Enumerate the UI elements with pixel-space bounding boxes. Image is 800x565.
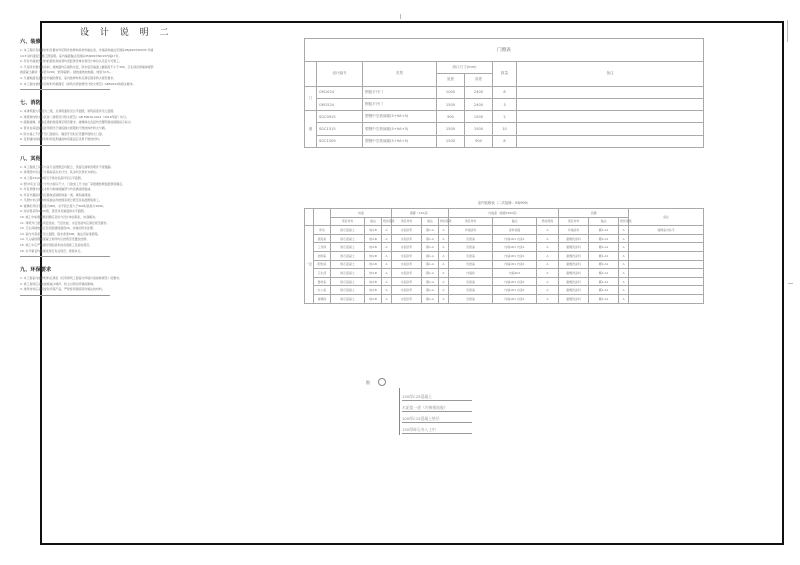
- finish-cell-cc: 棚1-A1: [589, 260, 619, 269]
- finish-cell-w: 乳胶漆: [449, 277, 493, 286]
- finish-cell-f: 细石混凝土: [331, 294, 365, 303]
- finish-cell-note: [629, 277, 704, 286]
- finish-cell-room: 办公室: [314, 286, 331, 295]
- finish-cell-cc: 棚1-A1: [589, 243, 619, 252]
- sub-header-code: 做法: [493, 217, 537, 226]
- layer-label: 150厚碎石夯入土中: [402, 427, 436, 432]
- section-heading: 七、消防: [20, 100, 41, 107]
- note-line: 3. 建筑材料应采用绿色环保产品，严禁使用国家明令淘汰的材料。: [20, 287, 105, 292]
- note-line: 4. 管井在每层楼板处用相当于楼板耐火极限的不燃烧体作防火分隔。: [20, 125, 108, 130]
- finish-cell-note: [629, 251, 704, 260]
- finish-cell-k: 水泥砂浆: [392, 226, 422, 235]
- note-line: 14. 凡入墙的钢筋混凝土构件均应按规范设置拉结筋。: [20, 237, 90, 242]
- code-cell: GM1024: [317, 86, 363, 98]
- width-cell: 900: [437, 111, 465, 123]
- section-divider: [20, 256, 110, 257]
- layer-underline: [402, 411, 472, 412]
- finish-cell-fc: 地4-B: [365, 260, 382, 269]
- finish-cell-cg: A: [619, 269, 629, 278]
- height-cell: 2400: [465, 86, 493, 98]
- note-line: 2. 建筑图中所注尺寸除标高以米计外，其余均以毫米为单位。: [20, 170, 99, 175]
- section-divider: [20, 145, 110, 146]
- note-line: 5. 防火墙上不得开设门窗洞口，确需开设时应设置甲级防火门窗。: [20, 131, 105, 136]
- section-heading: 九、环保要求: [20, 267, 52, 274]
- door-table-row: [305, 111, 704, 123]
- finish-cell-cg: A: [619, 286, 629, 295]
- note-line: 3. 凡有防水要求的房间，楼地面均应做防水层，防水层沿墙面上翻高度不小于300，卫生间四周墙体根部: [20, 64, 154, 69]
- header-code: 设计编号: [317, 62, 363, 87]
- door-table-row: [305, 98, 704, 110]
- detail-label: 散: [366, 380, 370, 385]
- note-cell: [517, 111, 704, 123]
- finish-cell-fc: 地4-B: [365, 277, 382, 286]
- finish-cell-cc: 棚1-A1: [589, 286, 619, 295]
- finish-cell-fg: A: [382, 277, 392, 286]
- finish-cell-note: [629, 286, 704, 295]
- sub-header-code: 做法: [422, 217, 439, 226]
- type-cell: 塑钢中空玻璃窗(5+9A+5): [363, 111, 437, 123]
- finish-cell-room: 卫生间: [314, 269, 331, 278]
- header-count: 数量: [493, 62, 517, 87]
- finish-cell-room: 库房: [314, 226, 331, 235]
- finish-cell-fg: A: [382, 260, 392, 269]
- door-window-table: [304, 38, 704, 148]
- finish-cell-kc: 踢1-A: [422, 260, 439, 269]
- finish-cell-kg: A: [439, 286, 449, 295]
- finish-row: [305, 251, 704, 260]
- finish-cell-wc: 内墙1D1 内涂1: [493, 234, 537, 243]
- finish-cell-kc: 踢1-A: [422, 286, 439, 295]
- height-cell: 1500: [465, 111, 493, 123]
- finish-cell-kg: A: [439, 226, 449, 235]
- finish-cell-cg: A: [619, 294, 629, 303]
- page-title: 设 计 说 明 二: [80, 28, 173, 38]
- section-heading: 六、装修: [20, 39, 41, 45]
- door-table-row: [305, 86, 704, 98]
- note-line: 12. 卫生间楼地面应比同层楼地面低20，并做好防水处理。: [20, 226, 96, 231]
- finish-cell-wg: A: [537, 234, 559, 243]
- height-cell: 1500: [465, 123, 493, 135]
- note-line: 4. 图中所注门窗尺寸均为洞口尺寸，门窗加工尺寸由厂家根据装修面层厚度确定。: [20, 181, 125, 186]
- finish-table-title: 室内装修表（二次装修：05J909）: [477, 201, 531, 205]
- finish-cell-k: 水泥砂浆: [392, 243, 422, 252]
- count-cell: 8: [493, 135, 517, 147]
- finish-cell-c: 耐擦洗涂料: [559, 269, 589, 278]
- note-cell: [517, 98, 704, 110]
- header-width: 宽度: [437, 74, 465, 86]
- group-label: 门: [305, 86, 317, 111]
- finish-row: [305, 226, 704, 235]
- sub-header-code: 做法: [589, 217, 619, 226]
- finish-cell-kg: A: [439, 260, 449, 269]
- finish-cell-k: 水泥砂浆: [392, 294, 422, 303]
- finish-cell-fc: 地4-B: [365, 294, 382, 303]
- note-line: 2. 建筑物内防火分区按《建筑设计防火规范》GB 50016-2014（2018年版）执行。: [20, 114, 129, 119]
- finish-cell-kc: 踢1-A: [422, 277, 439, 286]
- count-cell: 8: [493, 86, 517, 98]
- finish-cell-kc: 踢1-A: [422, 234, 439, 243]
- section-divider: [20, 295, 110, 296]
- finish-cell-c: 外墙涂料: [559, 226, 589, 235]
- finish-row: [305, 277, 704, 286]
- width-cell: 1500: [437, 135, 465, 147]
- sub-header-proj: 项目材料: [392, 217, 422, 226]
- finish-cell-w: 乳胶漆: [449, 294, 493, 303]
- finish-row: [305, 294, 704, 303]
- door-table-corner: [305, 62, 317, 87]
- finish-cell-note: [629, 234, 704, 243]
- finish-cell-wg: A: [537, 251, 559, 260]
- note-line: 2. 施工现场应采取措施减少噪声、粉尘对周边环境的影响。: [20, 281, 96, 286]
- width-cell: 1500: [437, 98, 465, 110]
- finish-cell-cg: A: [619, 234, 629, 243]
- finish-cell-k: 水泥砂浆: [392, 286, 422, 295]
- section-heading: 八、其他: [20, 155, 41, 162]
- finish-cell-fc: 地4-B: [365, 269, 382, 278]
- width-cell: 1000: [437, 86, 465, 98]
- note-line: 16. 未尽事宜均按国家现行有关规范、规程执行。: [20, 248, 84, 253]
- finish-cell-wc: 内墙1D1 内涂1: [493, 277, 537, 286]
- finish-cell-cg: A: [619, 243, 629, 252]
- finish-cell-wg: A: [537, 277, 559, 286]
- finish-cell-cc: 棚1-A1: [589, 226, 619, 235]
- note-line: 8. 楼梯栏杆扶手高度为900，水平段长度大于500时高度为1050。: [20, 203, 106, 208]
- finish-cell-w: 乳胶漆: [449, 234, 493, 243]
- finish-cell-wc: 内墙1D1 内涂1: [493, 294, 537, 303]
- note-line: 2. 所有外墙装饰材料的颜色和质感均需经建设单位和设计单位认可后方可施工。: [20, 59, 122, 64]
- finish-cell-wc: 内墙1D1 内涂1: [493, 286, 537, 295]
- layer-label: 100厚C15混凝土垫层: [402, 416, 440, 421]
- note-line: 4. 凡楼地面有高差处均做防滑条，室内装修材料应满足国家防火规范要求。: [20, 75, 117, 80]
- code-cell: GM1524: [317, 98, 363, 110]
- finish-cell-wc: 内墙1D1 内涂1: [493, 251, 537, 260]
- note-line: 1. 本工程所有墙面材料及要求详见附件装修构造材料做法表，外墙涂料做法见国标05J909中WQ35 外墙: [20, 48, 154, 52]
- finish-cell-fc: 地4-B: [365, 234, 382, 243]
- finish-cell-wc: 内墙1D1 内涂1: [493, 243, 537, 252]
- cat-ceiling: 顶棚: [559, 209, 629, 218]
- note-line: 3. 疏散楼梯、疏散走道的宽度满足规范要求，楼梯间在各层均设置明显的疏散指示标志。: [20, 120, 134, 125]
- sub-header-proj: 项目材料: [449, 217, 493, 226]
- count-cell: 10: [493, 123, 517, 135]
- type-cell: 塑钢中空玻璃窗(5+9A+5): [363, 135, 437, 147]
- note-cell: [517, 123, 704, 135]
- note-line: 7. 凡图中未注明的构造做法均按国家现行规范及标准图集施工。: [20, 198, 102, 203]
- finish-row: [305, 260, 704, 269]
- cat-note: 备注: [629, 209, 704, 226]
- design-notes: [20, 38, 290, 298]
- finish-cell-wc: 内墙1D1 内涂1: [493, 260, 537, 269]
- finish-cell-wg: A: [537, 286, 559, 295]
- count-cell: 3: [493, 98, 517, 110]
- finish-cell-c: 耐擦洗涂料: [559, 260, 589, 269]
- finish-cell-kg: A: [439, 294, 449, 303]
- finish-cell-f: 细石混凝土: [331, 269, 365, 278]
- header-note: 备注: [517, 62, 704, 87]
- interior-finish-table: [304, 208, 704, 304]
- height-cell: 900: [465, 135, 493, 147]
- finish-cell-fg: A: [382, 234, 392, 243]
- note-line: 5. 所有预埋木砖及木材与砌体接触部分均需满涂防腐油。: [20, 187, 94, 192]
- finish-cell-fc: 地4-B: [365, 286, 382, 295]
- finish-cell-f: 细石混凝土: [331, 277, 365, 286]
- note-line: 1. 本建筑耐火等级为二级，总建筑面积见总平面图，建筑高度详见立面图。: [20, 109, 117, 114]
- finish-cell-note: [629, 260, 704, 269]
- note-line: 10. 施工中如遇图纸问题应及时与设计单位联系，协商解决。: [20, 215, 98, 220]
- finish-cell-kc: 踢1-A: [422, 294, 439, 303]
- finish-row: [305, 286, 704, 295]
- height-cell: 2400: [465, 98, 493, 110]
- finish-cell-w: 乳胶漆: [449, 260, 493, 269]
- finish-cell-fg: A: [382, 294, 392, 303]
- finish-cell-kc: 踢1-A: [422, 226, 439, 235]
- finish-cell-cc: 棚1-A1: [589, 234, 619, 243]
- finish-cell-room: 楼梯间: [314, 294, 331, 303]
- finish-cell-cg: A: [619, 260, 629, 269]
- finish-cell-note: [629, 243, 704, 252]
- finish-cell-wg: A: [537, 226, 559, 235]
- finish-cell-w: 乳胶漆: [449, 251, 493, 260]
- finish-cell-c: 耐擦洗涂料: [559, 286, 589, 295]
- finish-cell-kc: 踢1-A: [422, 269, 439, 278]
- sub-header-grade: 燃烧等级: [619, 217, 629, 226]
- sub-header-proj: 项目材料: [559, 217, 589, 226]
- finish-cell-k: 水泥砂浆: [392, 269, 422, 278]
- header-size: 洞口尺寸(mm): [437, 62, 493, 74]
- finish-cell-f: 细石混凝土: [331, 226, 365, 235]
- finish-cell-k: 水泥砂浆: [392, 234, 422, 243]
- finish-cell-cc: 棚1-A1: [589, 294, 619, 303]
- finish-cell-cc: 棚1-A1: [589, 269, 619, 278]
- group-label: 窗: [305, 111, 317, 148]
- code-cell: SGC1515: [317, 123, 363, 135]
- finish-cell-k: 水泥砂浆: [392, 277, 422, 286]
- finish-cell-f: 细石混凝土: [331, 251, 365, 260]
- finish-cell-c: 耐擦洗涂料: [559, 251, 589, 260]
- sub-header-grade: 燃烧等级: [537, 217, 559, 226]
- finish-cell-cg: A: [619, 226, 629, 235]
- finish-cell-fg: A: [382, 251, 392, 260]
- finish-cell-room: 器材室: [314, 277, 331, 286]
- finish-row: [305, 243, 704, 252]
- right-top-tick: [787, 20, 788, 42]
- sub-header-code: 做法: [365, 217, 382, 226]
- note-line: 1. 本工程施工时应与各专业图纸密切配合，预留孔洞和预埋件不得遗漏。: [20, 164, 114, 169]
- type-cell: 塑钢中空玻璃窗(5+9A+5): [363, 123, 437, 135]
- finish-cell-fg: A: [382, 286, 392, 295]
- section-divider: [20, 89, 110, 90]
- finish-cell-fg: A: [382, 226, 392, 235]
- cat-wall: 内墙面（墙裙1500高）: [449, 209, 559, 218]
- leader-line: [399, 388, 400, 435]
- note-line: 3. 本工程±0.000相当于绝对标高详见总平面图。: [20, 175, 84, 180]
- cat-kick: 踢脚（120高）: [392, 209, 449, 218]
- finish-cell-w: 乳胶漆: [449, 286, 493, 295]
- cat-floor: 地面: [331, 209, 392, 218]
- section-detail: [366, 380, 486, 440]
- finish-cell-wg: A: [537, 294, 559, 303]
- finish-cell-f: 细石混凝土: [331, 260, 365, 269]
- finish-cell-wc: 内墙1D1: [493, 269, 537, 278]
- finish-cell-room: 控制室: [314, 251, 331, 260]
- finish-cell-k: 水泥砂浆: [392, 251, 422, 260]
- finish-corner-a: [305, 209, 314, 226]
- note-line: 13. 室内外高差详见立面图，散水宽度600，做法见标准图集。: [20, 231, 101, 236]
- layer-label: 水泥浆一道（内掺建筑胶）: [402, 405, 448, 410]
- note-line: 9. 雨水管采用UPVC管，管径详见屋面排水平面图。: [20, 209, 87, 214]
- finish-cell-kg: A: [439, 277, 449, 286]
- finish-cell-cc: 棚1-A1: [589, 277, 619, 286]
- type-cell: 钢板平开门: [363, 98, 437, 110]
- door-table-title: 门窗表: [305, 39, 704, 62]
- sub-header-grade: 燃烧等级: [382, 217, 392, 226]
- note-line: 14 P 涂料面层见施工图说明。室内墙面做法见国标05J909中NQ15内墙17页。: [20, 53, 122, 58]
- note-line: 做混凝土翻边（高度为200，宽同墙厚）。楼地面坡向地漏，坡度为1%。: [20, 70, 113, 75]
- finish-cell-fc: 地4-B: [365, 226, 382, 235]
- count-cell: 2: [493, 111, 517, 123]
- finish-cell-room: 值班室: [314, 234, 331, 243]
- finish-cell-f: 细石混凝土: [331, 234, 365, 243]
- note-line: 6. 变形缝内的填充材料和变形缝的构造基层应采用不燃烧材料。: [20, 137, 102, 142]
- finish-cell-c: 耐擦洗涂料: [559, 243, 589, 252]
- finish-cell-f: 细石混凝土: [331, 286, 365, 295]
- finish-cell-kc: 踢1-A: [422, 251, 439, 260]
- finish-cell-cg: A: [619, 277, 629, 286]
- finish-cell-fg: A: [382, 269, 392, 278]
- note-line: 5. 本工程内装修所有材料均须满足《建筑内部装修设计防火规范》GB50222的相关要求。: [20, 81, 136, 86]
- finish-cell-kc: 踢1-A: [422, 243, 439, 252]
- finish-row: [305, 234, 704, 243]
- finish-cell-f: 细石混凝土: [331, 243, 365, 252]
- finish-cell-note: [629, 269, 704, 278]
- door-table-row: [305, 123, 704, 135]
- finish-cell-kg: A: [439, 234, 449, 243]
- sub-header-proj: 项目材料: [331, 217, 365, 226]
- detail-circle-marker: [378, 378, 386, 386]
- finish-cell-w: 内墙砖: [449, 269, 493, 278]
- note-cell: [517, 135, 704, 147]
- note-line: 15. 施工中应严格遵守国家颁布的各项施工及验收规范。: [20, 243, 92, 248]
- finish-cell-c: 耐擦洗涂料: [559, 234, 589, 243]
- finish-corner-b: [314, 209, 331, 226]
- finish-cell-wg: A: [537, 243, 559, 252]
- note-line: 1. 本工程室内装修材料应满足《民用建筑工程室内环境污染控制规范》的要求。: [20, 276, 122, 281]
- finish-cell-wg: A: [537, 269, 559, 278]
- finish-cell-room: 工作间: [314, 243, 331, 252]
- finish-cell-cc: 棚1-A1: [589, 251, 619, 260]
- finish-cell-note: 楼梯室内扶手: [629, 226, 704, 235]
- code-cell: SGC0915: [317, 111, 363, 123]
- finish-cell-w: 外墙涂料: [449, 226, 493, 235]
- door-table-row: [305, 135, 704, 147]
- header-height: 高度: [465, 74, 493, 86]
- layer-underline: [402, 422, 472, 423]
- layer-underline: [402, 433, 472, 434]
- finish-cell-wc: 涂料饰面: [493, 226, 537, 235]
- finish-cell-k: 水泥砂浆: [392, 260, 422, 269]
- width-cell: 1500: [437, 123, 465, 135]
- sub-header-grade: 燃烧等级: [439, 217, 449, 226]
- note-cell: [517, 86, 704, 98]
- layer-label: 150厚C25混凝土: [402, 394, 432, 399]
- finish-cell-kg: A: [439, 243, 449, 252]
- note-line: 11. 建筑外门窗抗风压性能、气密性能、水密性能均应满足规范要求。: [20, 220, 110, 225]
- finish-row: [305, 269, 704, 278]
- finish-cell-w: 乳胶漆: [449, 243, 493, 252]
- code-cell: SGC1509: [317, 135, 363, 147]
- layer-underline: [402, 400, 472, 401]
- finish-cell-c: 耐擦洗涂料: [559, 277, 589, 286]
- finish-cell-kg: A: [439, 251, 449, 260]
- finish-cell-kg: A: [439, 269, 449, 278]
- top-center-tick: [400, 14, 401, 19]
- finish-cell-fc: 地4-B: [365, 243, 382, 252]
- header-type: 类型: [363, 62, 437, 87]
- level-label: 一层: [305, 226, 314, 303]
- finish-cell-note: [629, 294, 704, 303]
- finish-cell-cg: A: [619, 251, 629, 260]
- finish-cell-fc: 地4-B: [365, 251, 382, 260]
- type-cell: 钢板平开门: [363, 86, 437, 98]
- finish-cell-c: 耐擦洗涂料: [559, 294, 589, 303]
- finish-cell-fg: A: [382, 243, 392, 252]
- note-line: 6. 所有外露铁件均应除锈后刷防锈漆一道，调和漆两道。: [20, 192, 94, 197]
- finish-cell-wg: A: [537, 260, 559, 269]
- right-center-tick: [788, 283, 793, 284]
- finish-cell-room: 配电间: [314, 260, 331, 269]
